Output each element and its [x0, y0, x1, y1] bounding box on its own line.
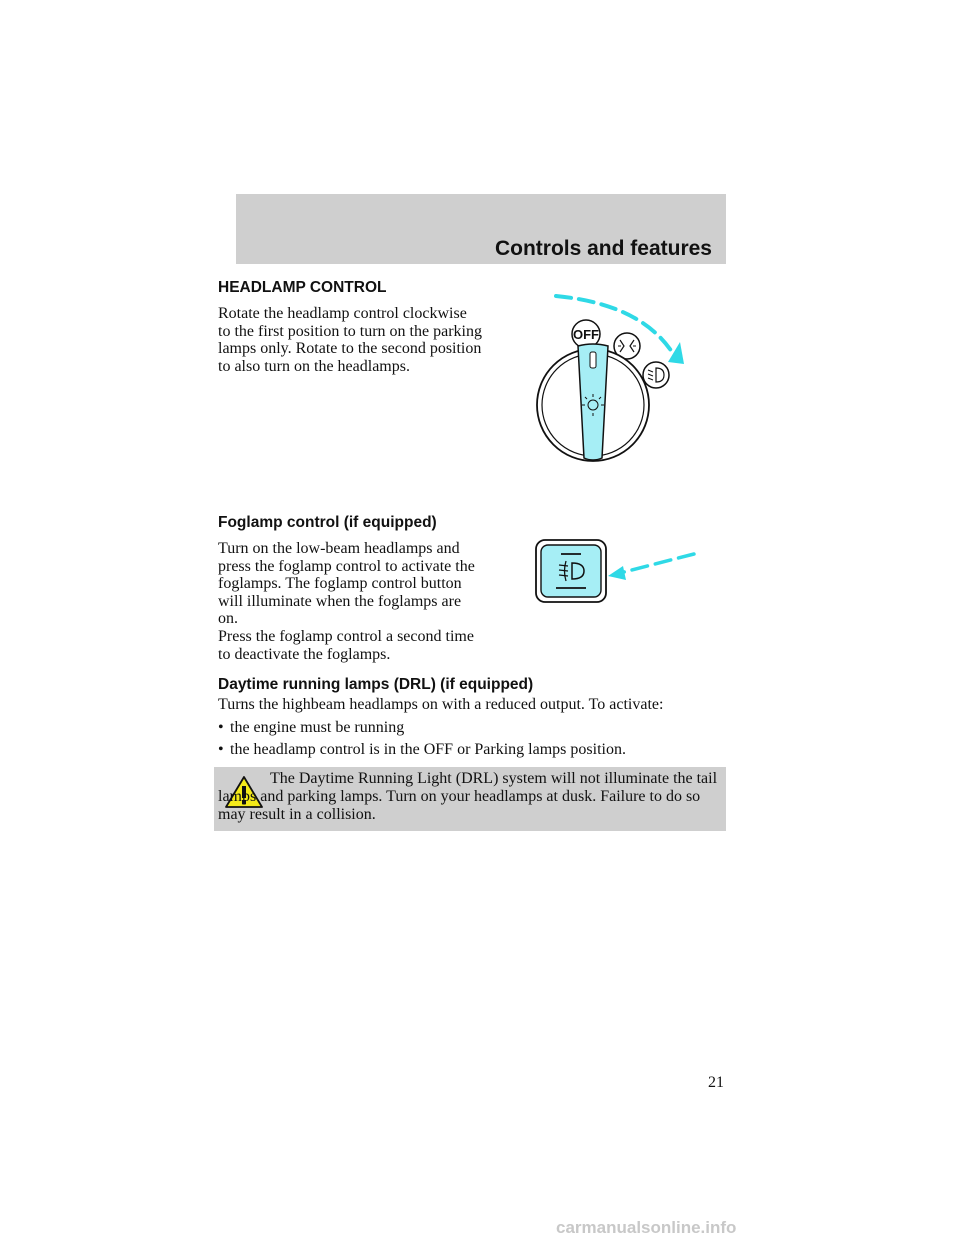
bullet-symbol: •	[218, 741, 224, 758]
off-label: OFF	[573, 327, 599, 342]
foglamp-heading: Foglamp control (if equipped)	[218, 514, 437, 531]
foglamp-arrow	[620, 554, 694, 573]
knob-indicator	[590, 352, 596, 368]
drl-bullet-1	[218, 719, 404, 737]
drl-bullet-2	[218, 741, 626, 759]
warning-box	[214, 767, 726, 831]
page-number: 21	[708, 1074, 724, 1091]
rotation-arrowhead-icon	[668, 342, 684, 364]
drl-bullet-2-text: the headlamp control is in the OFF or Parking lamps position.	[230, 741, 626, 758]
drl-heading: Daytime running lamps (DRL) (if equipped)	[218, 676, 534, 693]
headlamp-body: Rotate the headlamp control clockwise to the first position to turn on the parking lamps only. Rotate to the second position to also turn on the headlamps.	[218, 305, 482, 375]
drl-bullet-1-text: the engine must be running	[230, 719, 405, 736]
warning-text: The Daytime Running Light (DRL) system will not illuminate the tail lamps and parking lamps. Turn on your headlamps at dusk. Failure to do so may result in a collision.	[218, 770, 718, 823]
foglamp-button-face	[541, 545, 601, 597]
foglamp-body-1: Turn on the low-beam headlamps and press the foglamp control to activate the foglamps. The foglamp control button will illuminate when the foglamps are on.	[218, 540, 475, 627]
watermark: carmanualsonline.info	[556, 1218, 737, 1237]
bullet-symbol: •	[218, 719, 224, 736]
headlamp-heading: HEADLAMP CONTROL	[218, 279, 387, 296]
drl-intro: Turns the highbeam headlamps on with a reduced output. To activate:	[218, 696, 664, 713]
headlamp-control-illustration	[520, 290, 720, 470]
section-title: Controls and features	[494, 237, 712, 260]
foglamp-arrowhead-icon	[608, 566, 626, 580]
foglamp-control-illustration	[534, 538, 704, 608]
foglamp-body-2: Press the foglamp control a second time to deactivate the foglamps.	[218, 628, 474, 663]
headlamp-icon	[643, 362, 669, 388]
section-header-band	[236, 194, 726, 264]
